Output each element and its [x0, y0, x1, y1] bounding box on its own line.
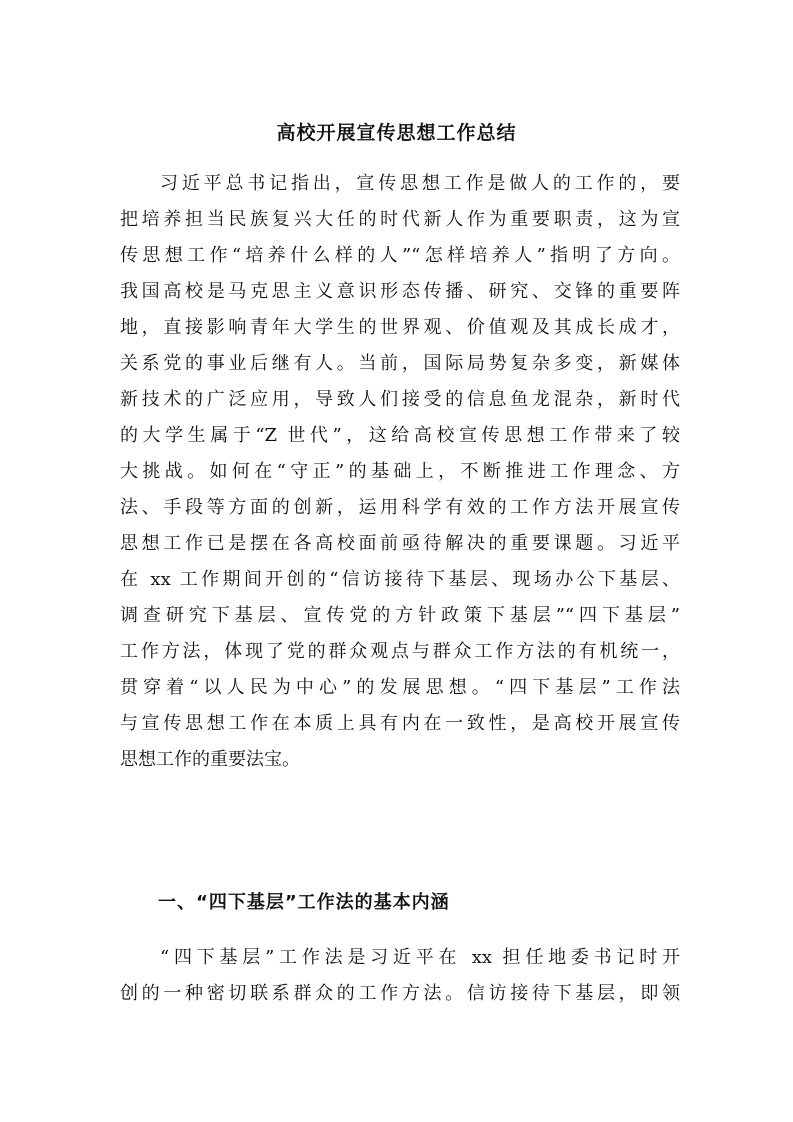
paragraph-line: 在 xx 工作期间开创的“信访接待下基层、现场办公下基层、 — [120, 569, 680, 590]
paragraph-line: 法、手段等方面的创新，运用科学有效的工作方法开展宣传 — [120, 497, 680, 518]
paragraph-line: 工作方法，体现了党的群众观点与群众工作方法的有机统一， — [120, 641, 680, 662]
paragraph-line: 我国高校是马克思主义意识形态传播、研究、交锋的重要阵 — [120, 281, 680, 302]
paragraph-line: 贯穿着“以人民为中心”的发展思想。“四下基层”工作法 — [120, 677, 680, 698]
paragraph-line: 关系党的事业后继有人。当前，国际局势复杂多变，新媒体 — [120, 353, 680, 374]
intro-paragraph — [120, 166, 680, 778]
paragraph-line: 传思想工作“培养什么样的人”“怎样培养人”指明了方向。 — [120, 245, 680, 266]
paragraph-line: 思想工作已是摆在各高校面前亟待解决的重要课题。习近平 — [120, 533, 680, 554]
paragraph-line: 思想工作的重要法宝。 — [120, 749, 300, 770]
paragraph-line: 把培养担当民族复兴大任的时代新人作为重要职责，这为宣 — [120, 209, 680, 230]
section-heading: 一、“四下基层”工作法的基本内涵 — [158, 892, 450, 913]
document-title: 高校开展宣传思想工作总结 — [276, 122, 517, 144]
paragraph-line: 的大学生属于“Z 世代”，这给高校宣传思想工作带来了较 — [120, 425, 680, 446]
paragraph-line: 创的一种密切联系群众的工作方法。信访接待下基层，即领 — [120, 983, 680, 1004]
paragraph-line: “四下基层”工作法是习近平在 xx 担任地委书记时开 — [160, 947, 680, 968]
paragraph-line: 与宣传思想工作在本质上具有内在一致性，是高校开展宣传 — [120, 713, 680, 734]
paragraph-line: 调查研究下基层、宣传党的方针政策下基层”“四下基层” — [120, 605, 680, 626]
paragraph-line: 习近平总书记指出，宣传思想工作是做人的工作的，要 — [160, 173, 680, 194]
paragraph-line: 地，直接影响青年大学生的世界观、价值观及其成长成才， — [120, 317, 680, 338]
paragraph-line: 大挑战。如何在“守正”的基础上，不断推进工作理念、方 — [120, 461, 680, 482]
paragraph-line: 新技术的广泛应用，导致人们接受的信息鱼龙混杂，新时代 — [120, 389, 680, 410]
section1-paragraph — [120, 940, 680, 1012]
